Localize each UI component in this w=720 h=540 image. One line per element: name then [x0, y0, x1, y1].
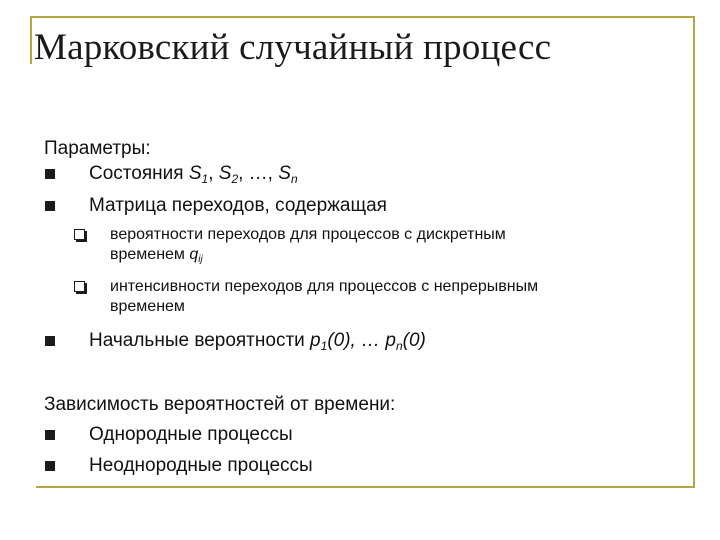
discrete-time-subitem-line1: вероятности переходов для процессов с дискретным: [110, 226, 506, 243]
initial-probabilities-item: Начальные вероятности $p_1(0)$, … $p_n(0)$: [89, 330, 426, 353]
transition-matrix-item: Матрица переходов, содержащая: [89, 195, 387, 216]
square-bullet-icon: [45, 461, 55, 471]
parameters-heading: Параметры:: [44, 138, 151, 159]
slide-title: Марковский случайный процесс: [34, 27, 552, 68]
discrete-time-subitem-line2: временем $q_{ij}$: [110, 246, 203, 265]
inhomogeneous-item: Неоднородные процессы: [89, 455, 313, 476]
frame-bottom-line: [36, 486, 695, 488]
continuous-time-subitem-line2: временем: [110, 298, 185, 315]
states-item: Состояния $S_1$, $S_2$, …, $S_n$: [89, 163, 298, 186]
checkbox-bullet-icon: [74, 229, 85, 240]
homogeneous-item: Однородные процессы: [89, 424, 293, 445]
frame-right-line: [693, 16, 695, 488]
square-bullet-icon: [45, 201, 55, 211]
square-bullet-icon: [45, 169, 55, 179]
frame-top-line: [30, 16, 694, 18]
square-bullet-icon: [45, 336, 55, 346]
continuous-time-subitem-line1: интенсивности переходов для процессов с непрерывным: [110, 278, 539, 295]
frame-left-line: [30, 16, 32, 64]
time-dependence-heading: Зависимость вероятностей от времени:: [44, 394, 396, 415]
square-bullet-icon: [45, 430, 55, 440]
checkbox-bullet-icon: [74, 281, 85, 292]
